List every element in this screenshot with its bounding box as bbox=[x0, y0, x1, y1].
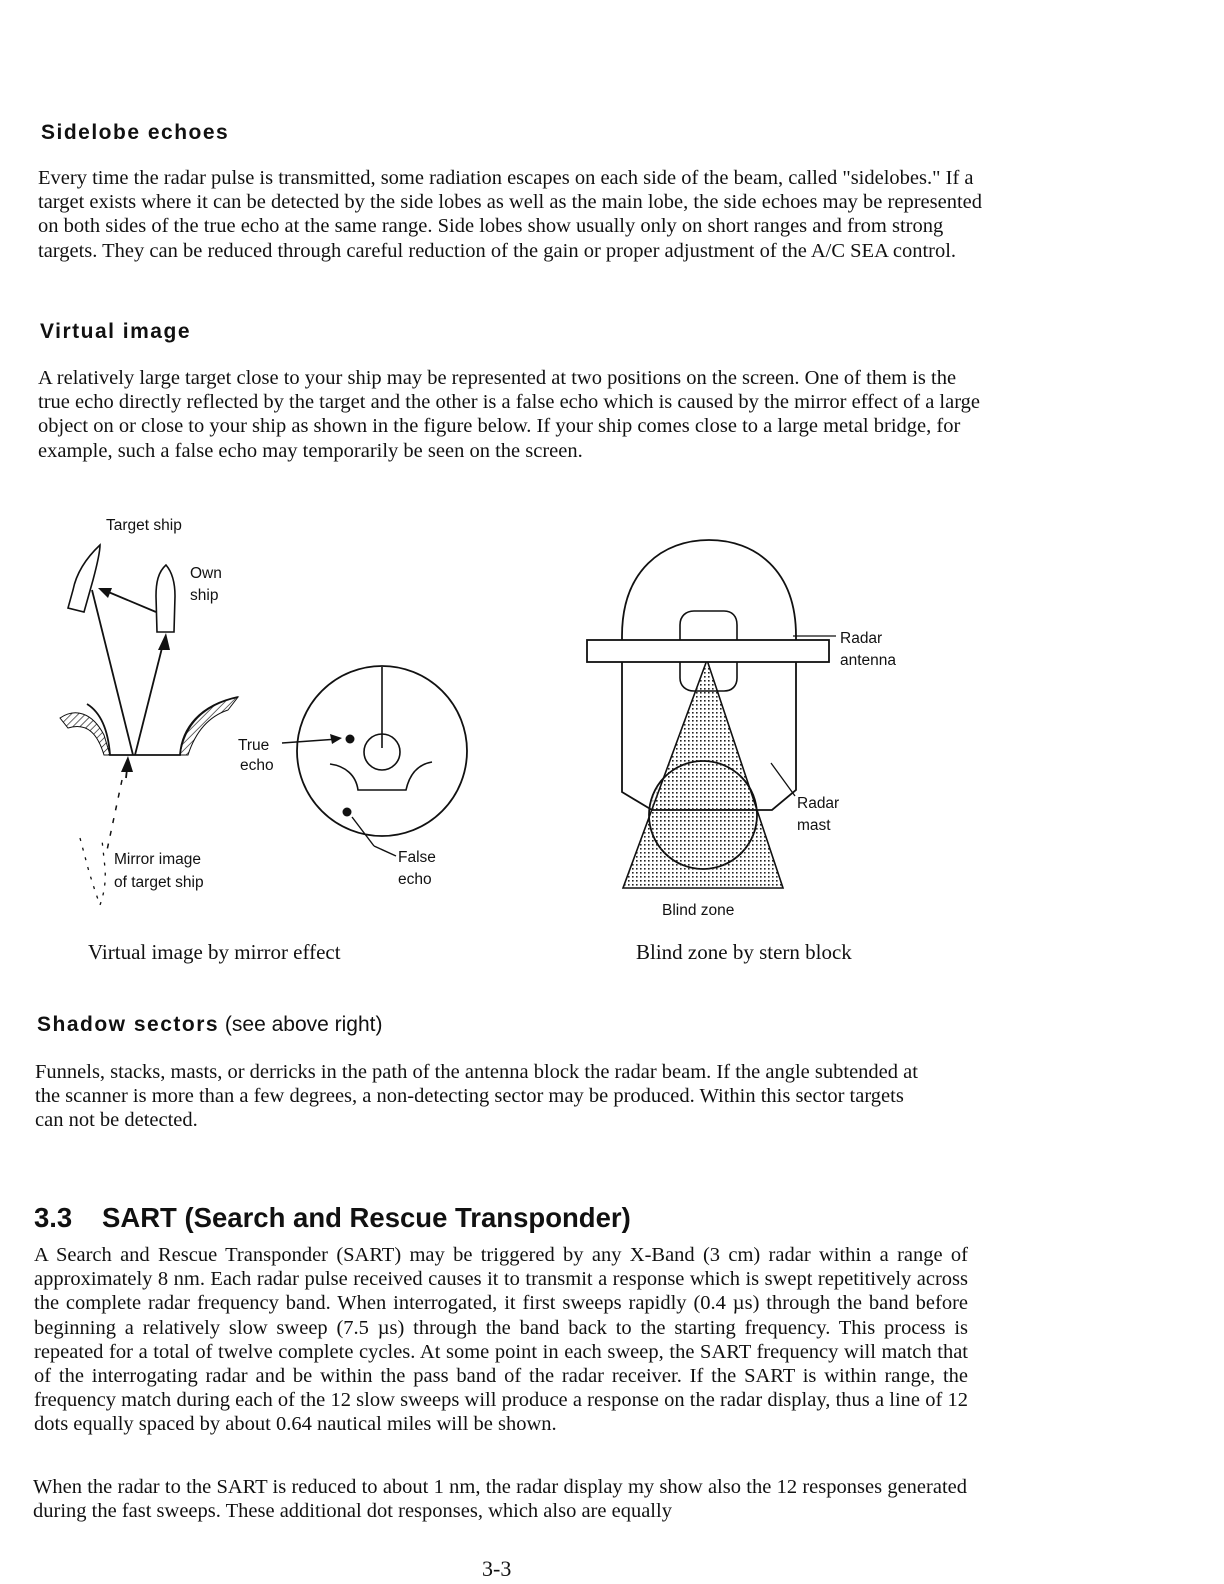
radar-antenna-bar bbox=[587, 640, 829, 662]
section-heading-shadow-sectors bbox=[37, 1013, 382, 1037]
label-radar-mast-1: Radar bbox=[797, 795, 840, 812]
label-own: Own bbox=[190, 565, 222, 582]
label-target-ship: Target ship bbox=[106, 517, 182, 534]
page-number: 3-3 bbox=[482, 1556, 512, 1581]
label-of-target-ship: of target ship bbox=[114, 874, 204, 891]
section-heading-virtual-image: Virtual image bbox=[40, 320, 191, 343]
shadow-heading-suffix: (see above right) bbox=[219, 1013, 383, 1036]
label-blind-zone: Blind zone bbox=[662, 902, 735, 919]
section-number: 3.3 bbox=[34, 1202, 73, 1233]
label-false: False bbox=[398, 849, 436, 866]
caption-virtual-image: Virtual image by mirror effect bbox=[88, 940, 341, 964]
label-antenna: antenna bbox=[840, 652, 897, 669]
paragraph-sidelobe-echoes: Every time the radar pulse is transmitted, some radiation escapes on each side of the beam, called "sidelobes." If a target exists where it can be detected by the side lobes as well as the main lobe, the side echoes may be represented on both sides of the true echo at the same range. Side lobes show usually only on short ranges and from strong targets. They can be reduced through careful reduction of the gain or proper adjustment of the A/C SEA control. bbox=[38, 167, 982, 262]
label-mast: mast bbox=[797, 817, 831, 834]
paragraph-sart-1: A Search and Rescue Transponder (SART) may be triggered by any X-Band (3 cm) radar within a range of approximately 8 nm. Each radar pulse received causes it to transmit a response which is swept repetitively across the complete radar frequency band. When interrogated, it first sweeps rapidly (0.4 µs) through the band before beginning a relatively slow sweep (7.5 µs) through the band back to the starting frequency. This process is repeated for a total of twelve complete cycles. At some point in each sweep, the SART frequency will match that of the interrogating radar and be within the pass band of the radar receiver. If the SART is within range, the frequency match during each of the 12 slow sweeps will produce a response on the radar display, thus a line of 12 dots equally spaced by about 0.64 nautical miles will be shown. bbox=[34, 1244, 968, 1436]
paragraph-virtual-image: A relatively large target close to your ship may be represented at two positions on the screen. One of them is the true echo directly reflected by the target and the other is a false echo which is caused by the mirror effect of a large object on or close to your ship as shown in the figure below. If your ship comes close to a large metal bridge, for example, such a false echo may temporarily be seen on the screen. bbox=[38, 367, 981, 462]
section-title: SART (Search and Rescue Transponder) bbox=[102, 1202, 631, 1233]
label-ship: ship bbox=[190, 587, 219, 604]
label-radar: Radar bbox=[840, 630, 883, 647]
paragraph-shadow-sectors: Funnels, stacks, masts, or derricks in the path of the antenna block the radar beam. If the angle subtended at the scanner is more than a few degrees, a non-detecting sector may be produced. Within this sector targets can not be detected. bbox=[35, 1061, 918, 1132]
section-heading-sart bbox=[34, 1202, 631, 1234]
section-heading-sidelobe-echoes: Sidelobe echoes bbox=[41, 121, 230, 144]
label-mirror-image: Mirror image bbox=[114, 851, 201, 868]
caption-blind-zone: Blind zone by stern block bbox=[636, 940, 852, 964]
label-true-echo: echo bbox=[240, 757, 274, 774]
label-false-echo: echo bbox=[398, 871, 432, 888]
label-true: True bbox=[238, 737, 270, 754]
shadow-heading-bold: Shadow sectors bbox=[37, 1013, 220, 1036]
paragraph-sart-2: When the radar to the SART is reduced to about 1 nm, the radar display my show also the 12 responses generated during the fast sweeps. These additional dot responses, which also are equally bbox=[33, 1476, 967, 1523]
